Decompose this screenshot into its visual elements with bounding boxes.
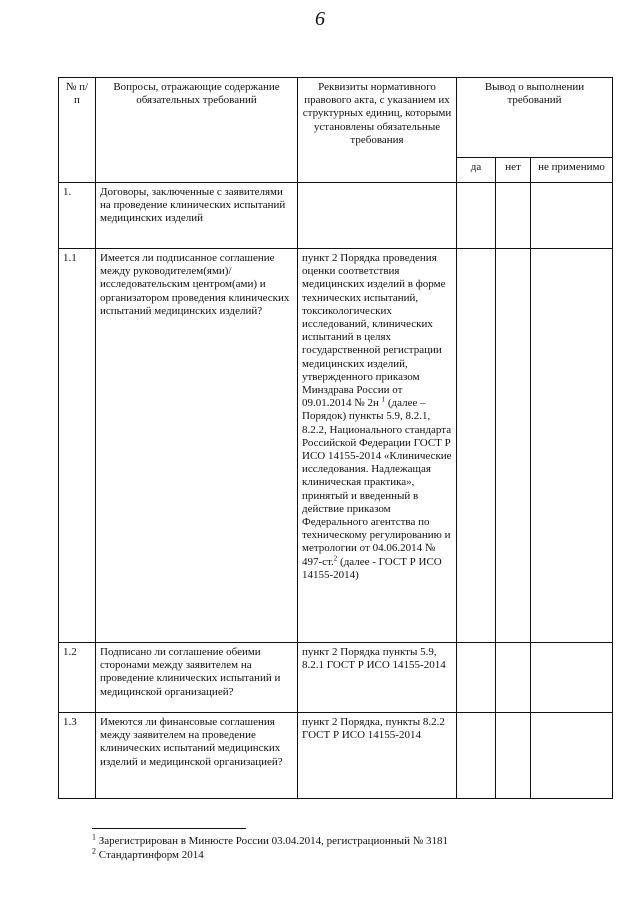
- footnote-item: [92, 848, 448, 862]
- table-header-row: [59, 78, 613, 158]
- header-number: № п/п: [59, 78, 96, 183]
- cell-no[interactable]: [496, 713, 531, 799]
- cell-yes[interactable]: [457, 249, 496, 643]
- cell-not-applicable[interactable]: [531, 713, 613, 799]
- requisites-part: (далее - ГОСТ Р ИСО 14155-2014): [302, 555, 442, 581]
- footnote-text: Стандартинформ 2014: [98, 849, 204, 861]
- cell-not-applicable[interactable]: [531, 183, 613, 249]
- row-question: Договоры, заключенные с заявителями на проведение клинических испытаний медицинских изделий: [96, 183, 298, 249]
- cell-no[interactable]: [496, 643, 531, 713]
- footnote-ref: 2: [333, 554, 338, 563]
- header-yes: да: [457, 158, 496, 183]
- footnote-mark: 1: [92, 832, 96, 842]
- footnote-text: Зарегистрирован в Минюсте России 03.04.2014, регистрационный № 3181: [98, 835, 448, 847]
- row-requisites: [298, 183, 457, 249]
- row-number: 1.1: [59, 249, 96, 643]
- cell-no[interactable]: [496, 249, 531, 643]
- cell-yes[interactable]: [457, 643, 496, 713]
- cell-yes[interactable]: [457, 183, 496, 249]
- row-question: Имеются ли финансовые соглашения между заявителем на проведение клинических испытаний медицинских изделий и медицинской организацией?: [96, 713, 298, 799]
- row-number: 1.: [59, 183, 96, 249]
- row-number: 1.3: [59, 713, 96, 799]
- header-no: нет: [496, 158, 531, 183]
- cell-not-applicable[interactable]: [531, 249, 613, 643]
- requisites-part: (далее – Порядок) пункты 5.9, 8.2.1, 8.2.2, Национального стандарта Российской Федерации ГОСТ Р ИСО 14155-2014 «Клинические исследования. Надлежащая клиническая практика», принятый и введенный в действие приказом Федерального агентства по техническому регулированию и метрологии от 04.06.2014 № 497-ст.: [302, 397, 452, 568]
- requisites-part: пункт 2 Порядка проведения оценки соответствия медицинских изделий в форме технических испытаний, токсикологических исследований, клинических испытаний в целях государственной регистрации медицинских изделий, утвержденного приказом Минздрава России от 09.01.2014 № 2н: [302, 252, 446, 410]
- cell-yes[interactable]: [457, 713, 496, 799]
- row-requisites: [298, 249, 457, 643]
- header-questions: Вопросы, отражающие содержание обязательных требований: [96, 78, 298, 183]
- table-row: [59, 713, 613, 799]
- footnote-ref: 1: [381, 395, 386, 404]
- row-requisites: пункт 2 Порядка, пункты 8.2.2 ГОСТ Р ИСО 14155-2014: [298, 713, 457, 799]
- cell-not-applicable[interactable]: [531, 643, 613, 713]
- footnotes: [92, 834, 448, 862]
- footnote-mark: 2: [92, 846, 96, 856]
- row-question: Подписано ли соглашение обеими сторонами между заявителем на проведение клинических испытаний и медицинской организацией?: [96, 643, 298, 713]
- table-row: [59, 643, 613, 713]
- footnote-divider: [92, 828, 246, 829]
- header-conclusion: Вывод о выполнении требований: [457, 78, 613, 158]
- row-question: Имеется ли подписанное соглашение между руководителем(ями)/ исследовательским центром(ами) и организатором проведения клинических испытаний медицинских изделий?: [96, 249, 298, 643]
- cell-no[interactable]: [496, 183, 531, 249]
- row-requisites: пункт 2 Порядка пункты 5.9, 8.2.1 ГОСТ Р ИСО 14155-2014: [298, 643, 457, 713]
- header-not-applicable: не применимо: [531, 158, 613, 183]
- table-row: [59, 249, 613, 643]
- footnote-item: [92, 834, 448, 848]
- page-number: 6: [315, 8, 325, 30]
- row-number: 1.2: [59, 643, 96, 713]
- header-requisites: Реквизиты нормативного правового акта, с указанием их структурных единиц, которыми установлены обязательные требования: [298, 78, 457, 183]
- table-row: [59, 183, 613, 249]
- requirements-table: [58, 77, 613, 799]
